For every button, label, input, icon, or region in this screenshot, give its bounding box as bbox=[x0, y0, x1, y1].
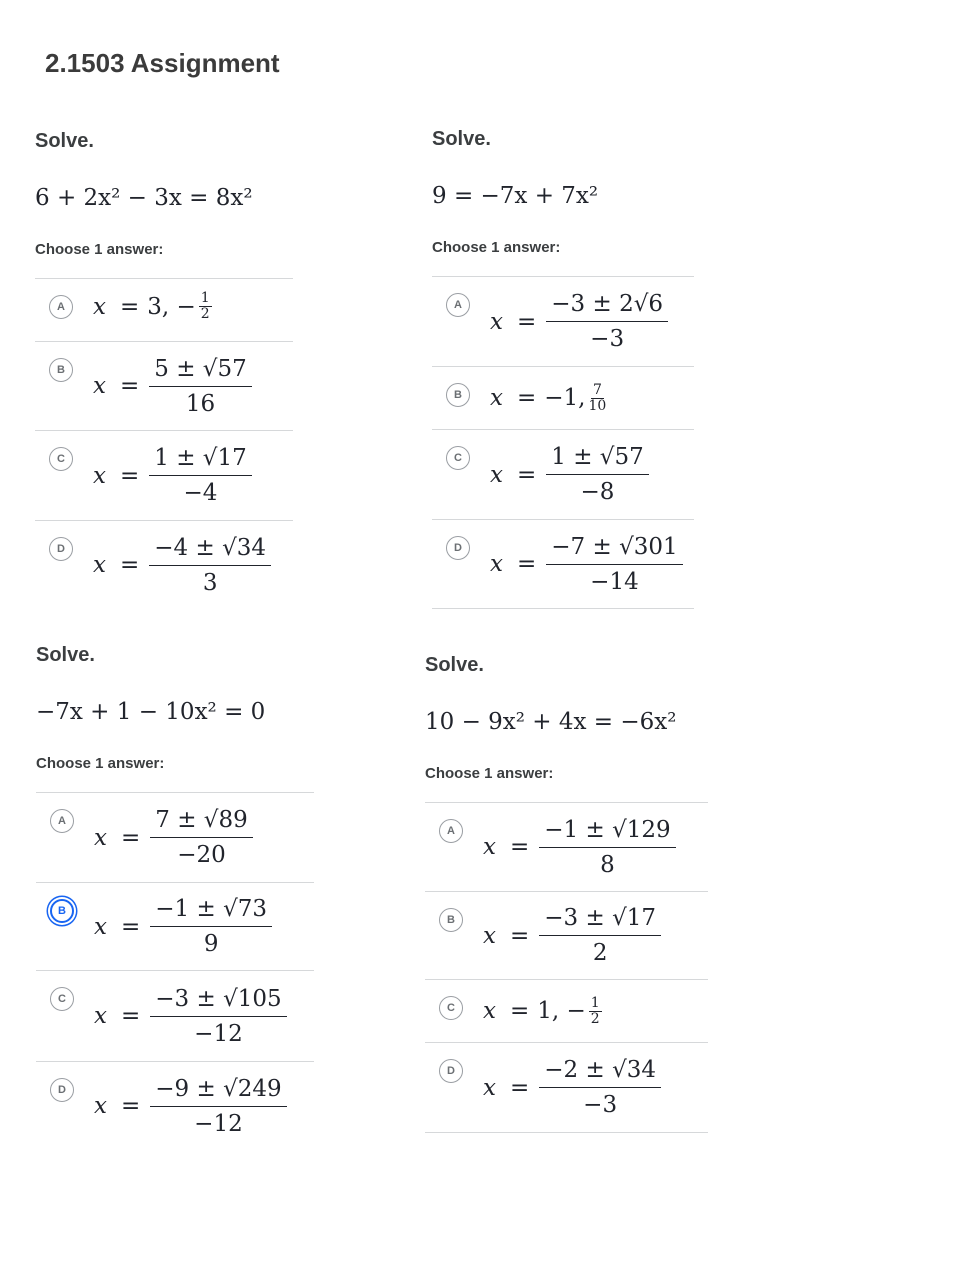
choose-label: Choose 1 answer: bbox=[432, 239, 561, 256]
numerator: −4 ± √34 bbox=[149, 535, 271, 566]
equals-sign: = bbox=[120, 1003, 141, 1029]
equals-sign: = bbox=[119, 462, 140, 489]
answer-expression bbox=[93, 291, 212, 322]
answer-expression bbox=[94, 1062, 287, 1150]
denominator: 8 bbox=[600, 851, 615, 878]
variable: x bbox=[483, 1074, 496, 1101]
equals-sign: = bbox=[119, 552, 140, 578]
denominator: −4 bbox=[183, 480, 218, 506]
choice-d[interactable] bbox=[36, 1062, 314, 1150]
variable: x bbox=[94, 824, 107, 851]
denominator: 2 bbox=[592, 940, 608, 966]
answer-choices bbox=[35, 278, 293, 609]
choice-letter-d[interactable]: D bbox=[50, 1078, 74, 1102]
choice-a[interactable] bbox=[432, 277, 694, 367]
equals-sign: = bbox=[120, 824, 141, 851]
denominator: −14 bbox=[590, 568, 639, 595]
choice-a[interactable] bbox=[35, 279, 293, 342]
choice-letter-b[interactable]: B bbox=[49, 358, 73, 382]
choice-d[interactable] bbox=[35, 521, 293, 609]
fraction bbox=[539, 905, 661, 966]
numerator: 1 ± √57 bbox=[546, 444, 648, 475]
choose-label: Choose 1 answer: bbox=[36, 755, 165, 772]
variable: x bbox=[483, 922, 496, 949]
choice-letter-b[interactable]: B bbox=[439, 908, 463, 932]
numerator: −1 ± √73 bbox=[150, 896, 272, 927]
variable: x bbox=[490, 551, 503, 577]
answer-text: 1, − bbox=[537, 998, 586, 1024]
answer-expression bbox=[94, 971, 287, 1061]
choice-letter-c[interactable]: C bbox=[446, 446, 470, 470]
choice-b[interactable] bbox=[36, 883, 314, 971]
answer-expression bbox=[483, 892, 661, 979]
variable: x bbox=[94, 1093, 107, 1119]
variable: x bbox=[94, 1003, 107, 1029]
fraction bbox=[539, 1057, 661, 1118]
choice-letter-d[interactable]: D bbox=[49, 537, 73, 561]
solve-label: Solve. bbox=[425, 654, 484, 676]
denominator: 16 bbox=[185, 390, 216, 417]
equals-sign: = bbox=[516, 461, 537, 488]
variable: x bbox=[93, 373, 106, 399]
variable: x bbox=[93, 552, 106, 578]
choice-d[interactable] bbox=[425, 1043, 708, 1133]
answer-text: 3, − bbox=[147, 293, 196, 320]
numerator: −9 ± √249 bbox=[150, 1076, 286, 1107]
page-title: 2.1503 Assignment bbox=[45, 48, 280, 78]
numerator: −3 ± √105 bbox=[150, 986, 286, 1017]
small-fraction bbox=[588, 383, 606, 414]
variable: x bbox=[93, 462, 106, 489]
answer-expression bbox=[483, 980, 602, 1042]
choice-letter-c[interactable]: C bbox=[49, 447, 73, 471]
answer-expression bbox=[490, 277, 668, 366]
choice-b[interactable] bbox=[425, 892, 708, 980]
variable: x bbox=[483, 998, 496, 1024]
answer-expression bbox=[93, 431, 252, 520]
equals-sign: = bbox=[516, 308, 537, 335]
numerator: −1 ± √129 bbox=[539, 817, 675, 848]
denominator: 2 bbox=[590, 1010, 600, 1027]
answer-expression bbox=[490, 430, 649, 519]
answer-text: −1, bbox=[544, 385, 586, 411]
answer-expression bbox=[93, 342, 252, 430]
answer-expression bbox=[94, 883, 272, 970]
fraction bbox=[150, 896, 272, 957]
numerator: −7 ± √301 bbox=[546, 534, 682, 565]
denominator: −8 bbox=[580, 479, 615, 505]
variable: x bbox=[94, 913, 107, 940]
equals-sign: = bbox=[516, 551, 537, 577]
answer-choices bbox=[425, 802, 708, 1133]
fraction bbox=[546, 534, 682, 595]
equals-sign: = bbox=[509, 834, 530, 860]
equation: 9 = −7x + 7x² bbox=[432, 183, 599, 209]
denominator: 2 bbox=[200, 306, 210, 322]
numerator: 1 bbox=[200, 290, 210, 306]
small-fraction bbox=[199, 291, 212, 322]
problem-2 bbox=[432, 128, 694, 609]
fraction bbox=[150, 807, 252, 868]
choice-b[interactable] bbox=[432, 367, 694, 430]
fraction bbox=[546, 291, 668, 352]
numerator: −3 ± 2√6 bbox=[546, 291, 668, 322]
denominator: −12 bbox=[194, 1110, 243, 1137]
choice-a[interactable] bbox=[36, 793, 314, 883]
equals-sign: = bbox=[119, 293, 140, 320]
choice-c[interactable] bbox=[35, 431, 293, 521]
equation: 6 + 2x² − 3x = 8x² bbox=[35, 185, 253, 211]
solve-label: Solve. bbox=[432, 128, 491, 150]
denominator: 3 bbox=[202, 569, 218, 596]
choice-letter-d[interactable]: D bbox=[446, 536, 470, 560]
variable: x bbox=[490, 461, 503, 488]
equation: 10 − 9x² + 4x = −6x² bbox=[425, 709, 677, 735]
fraction bbox=[149, 535, 271, 596]
denominator: −12 bbox=[194, 1020, 243, 1047]
choice-letter-b[interactable]: B bbox=[50, 899, 74, 923]
answer-choices bbox=[432, 276, 694, 609]
answer-choices bbox=[36, 792, 314, 1150]
equals-sign: = bbox=[119, 373, 140, 399]
choice-letter-c[interactable]: C bbox=[439, 996, 463, 1020]
equals-sign: = bbox=[120, 1093, 141, 1119]
choice-letter-d[interactable]: D bbox=[439, 1059, 463, 1083]
numerator: 1 bbox=[590, 994, 600, 1011]
solve-label: Solve. bbox=[36, 644, 95, 666]
choice-letter-a[interactable]: A bbox=[49, 295, 73, 319]
numerator: 5 ± √57 bbox=[149, 356, 251, 387]
choice-a[interactable] bbox=[425, 803, 708, 892]
numerator: 1 ± √17 bbox=[149, 445, 251, 476]
equals-sign: = bbox=[509, 922, 530, 949]
fraction bbox=[149, 356, 251, 417]
numerator: 7 bbox=[592, 381, 602, 398]
equation: −7x + 1 − 10x² = 0 bbox=[36, 699, 266, 725]
choose-label: Choose 1 answer: bbox=[35, 241, 164, 258]
problem-3 bbox=[36, 644, 314, 1150]
choice-letter-a[interactable]: A bbox=[50, 809, 74, 833]
answer-expression bbox=[94, 793, 253, 882]
choice-c[interactable] bbox=[36, 971, 314, 1062]
denominator: −3 bbox=[590, 326, 625, 352]
fraction bbox=[150, 1076, 286, 1137]
choice-b[interactable] bbox=[35, 342, 293, 431]
choice-d[interactable] bbox=[432, 520, 694, 609]
numerator: 7 ± √89 bbox=[150, 807, 252, 838]
denominator: 10 bbox=[588, 397, 607, 414]
equals-sign: = bbox=[509, 1074, 530, 1101]
small-fraction bbox=[589, 996, 602, 1027]
equals-sign: = bbox=[516, 385, 537, 411]
denominator: 9 bbox=[203, 931, 219, 957]
answer-expression bbox=[93, 521, 271, 609]
denominator: −20 bbox=[177, 842, 226, 868]
denominator: −3 bbox=[583, 1092, 618, 1118]
choice-letter-c[interactable]: C bbox=[50, 987, 74, 1011]
answer-expression bbox=[490, 367, 606, 429]
solve-label: Solve. bbox=[35, 130, 94, 152]
answer-expression bbox=[483, 1043, 661, 1132]
variable: x bbox=[483, 834, 496, 860]
variable: x bbox=[93, 293, 106, 320]
choice-c[interactable] bbox=[432, 430, 694, 520]
fraction bbox=[149, 445, 251, 506]
equals-sign: = bbox=[120, 913, 141, 940]
answer-expression bbox=[490, 520, 683, 608]
choice-letter-b[interactable]: B bbox=[446, 383, 470, 407]
choice-letter-a[interactable]: A bbox=[446, 293, 470, 317]
numerator: −3 ± √17 bbox=[539, 905, 661, 936]
equals-sign: = bbox=[509, 998, 530, 1024]
fraction bbox=[546, 444, 648, 505]
choice-letter-a[interactable]: A bbox=[439, 819, 463, 843]
choice-c[interactable] bbox=[425, 980, 708, 1043]
fraction bbox=[539, 817, 675, 878]
numerator: −2 ± √34 bbox=[539, 1057, 661, 1088]
variable: x bbox=[490, 308, 503, 335]
problem-1 bbox=[35, 130, 293, 609]
problem-4 bbox=[425, 654, 708, 1133]
fraction bbox=[150, 986, 286, 1047]
variable: x bbox=[490, 385, 503, 411]
answer-expression bbox=[483, 803, 676, 891]
choose-label: Choose 1 answer: bbox=[425, 765, 554, 782]
